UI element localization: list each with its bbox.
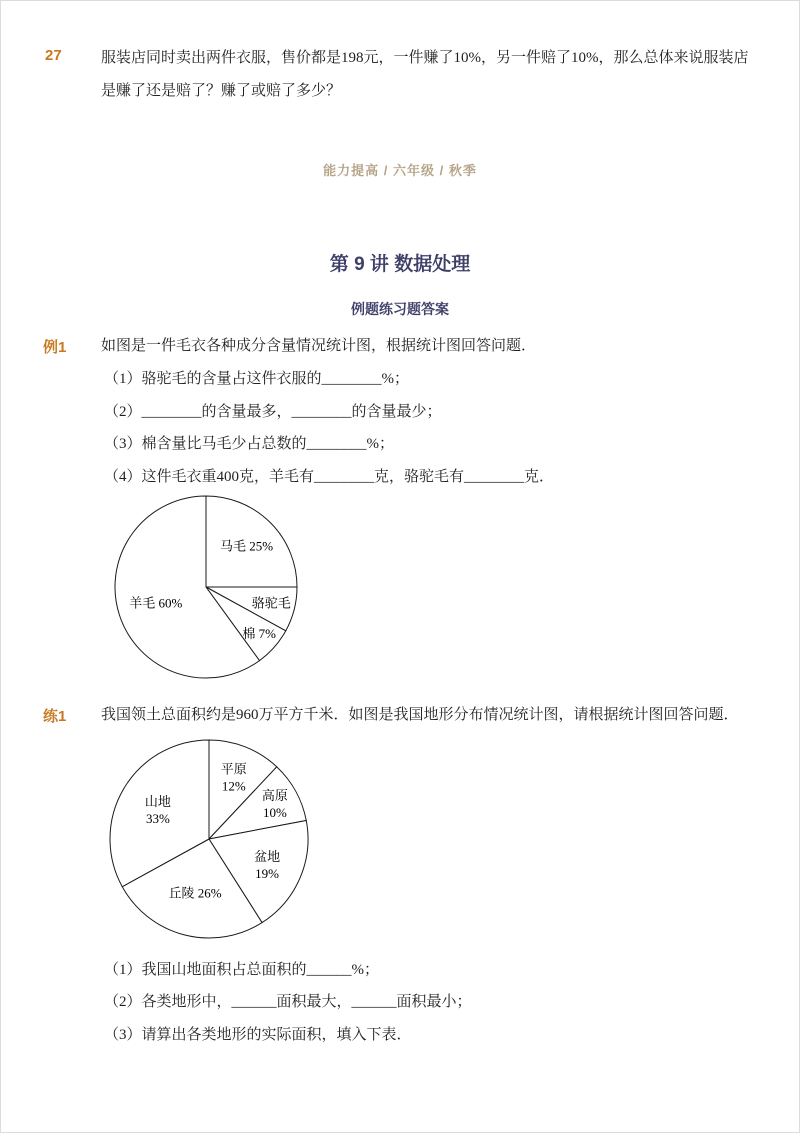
practice1-intro: 我国领土总面积约是960万平方千米．如图是我国地形分布情况统计图，请根据统计图回答问题． — [101, 707, 739, 723]
question-27-number: 27 — [45, 47, 62, 64]
example1-question-2: （2）________的含量最多，________的含量最少； — [104, 404, 442, 420]
pie-label-棉: 棉 7% — [242, 625, 276, 641]
example1-label: 例1 — [43, 339, 67, 356]
example1-question-3: （3）棉含量比马毛少占总数的________%； — [104, 436, 394, 452]
pie-label-丘陵: 丘陵 26% — [168, 885, 222, 901]
practice1-label: 练1 — [43, 708, 67, 725]
example1-question-1: （1）骆驼毛的含量占这件衣服的________%； — [104, 371, 409, 387]
practice1-question-1: （1）我国山地面积占总面积的______%； — [104, 962, 379, 978]
question-27-text: 服装店同时卖出两件衣服，售价都是198元，一件赚了10%，另一件赔了10%，那么总体来说服装店是赚了还是赔了？赚了或赔了多少？ — [101, 50, 749, 99]
pie-label-山地: 山地 33% — [144, 793, 171, 826]
pie-label-羊毛: 羊毛 60% — [129, 595, 183, 611]
pie-chart-china-terrain — [96, 731, 331, 951]
section-subtitle: 例题练习题答案 — [351, 301, 449, 317]
practice1-question-2: （2）各类地形中，______面积最大，______面积最小； — [104, 994, 472, 1010]
pie-chart-sweater-composition — [96, 488, 326, 693]
pie-label-盆地: 盆地 19% — [254, 849, 281, 882]
example1-intro: 如图是一件毛衣各种成分含量情况统计图，根据统计图回答问题． — [101, 338, 537, 354]
example1-question-4: （4）这件毛衣重400克，羊毛有________克，骆驼毛有________克． — [104, 469, 555, 485]
page-title: 第 9 讲 数据处理 — [329, 254, 471, 275]
practice1-question-3: （3）请算出各类地形的实际面积，填入下表． — [104, 1027, 412, 1043]
pie-label-马毛: 马毛 25% — [219, 538, 274, 554]
pie-label-平原: 平原 12% — [220, 761, 247, 794]
breadcrumb: 能力提高 / 六年级 / 秋季 — [323, 163, 477, 178]
pie-label-高原: 高原 10% — [261, 787, 288, 820]
pie-label-骆驼毛: 骆驼毛 — [251, 595, 291, 611]
